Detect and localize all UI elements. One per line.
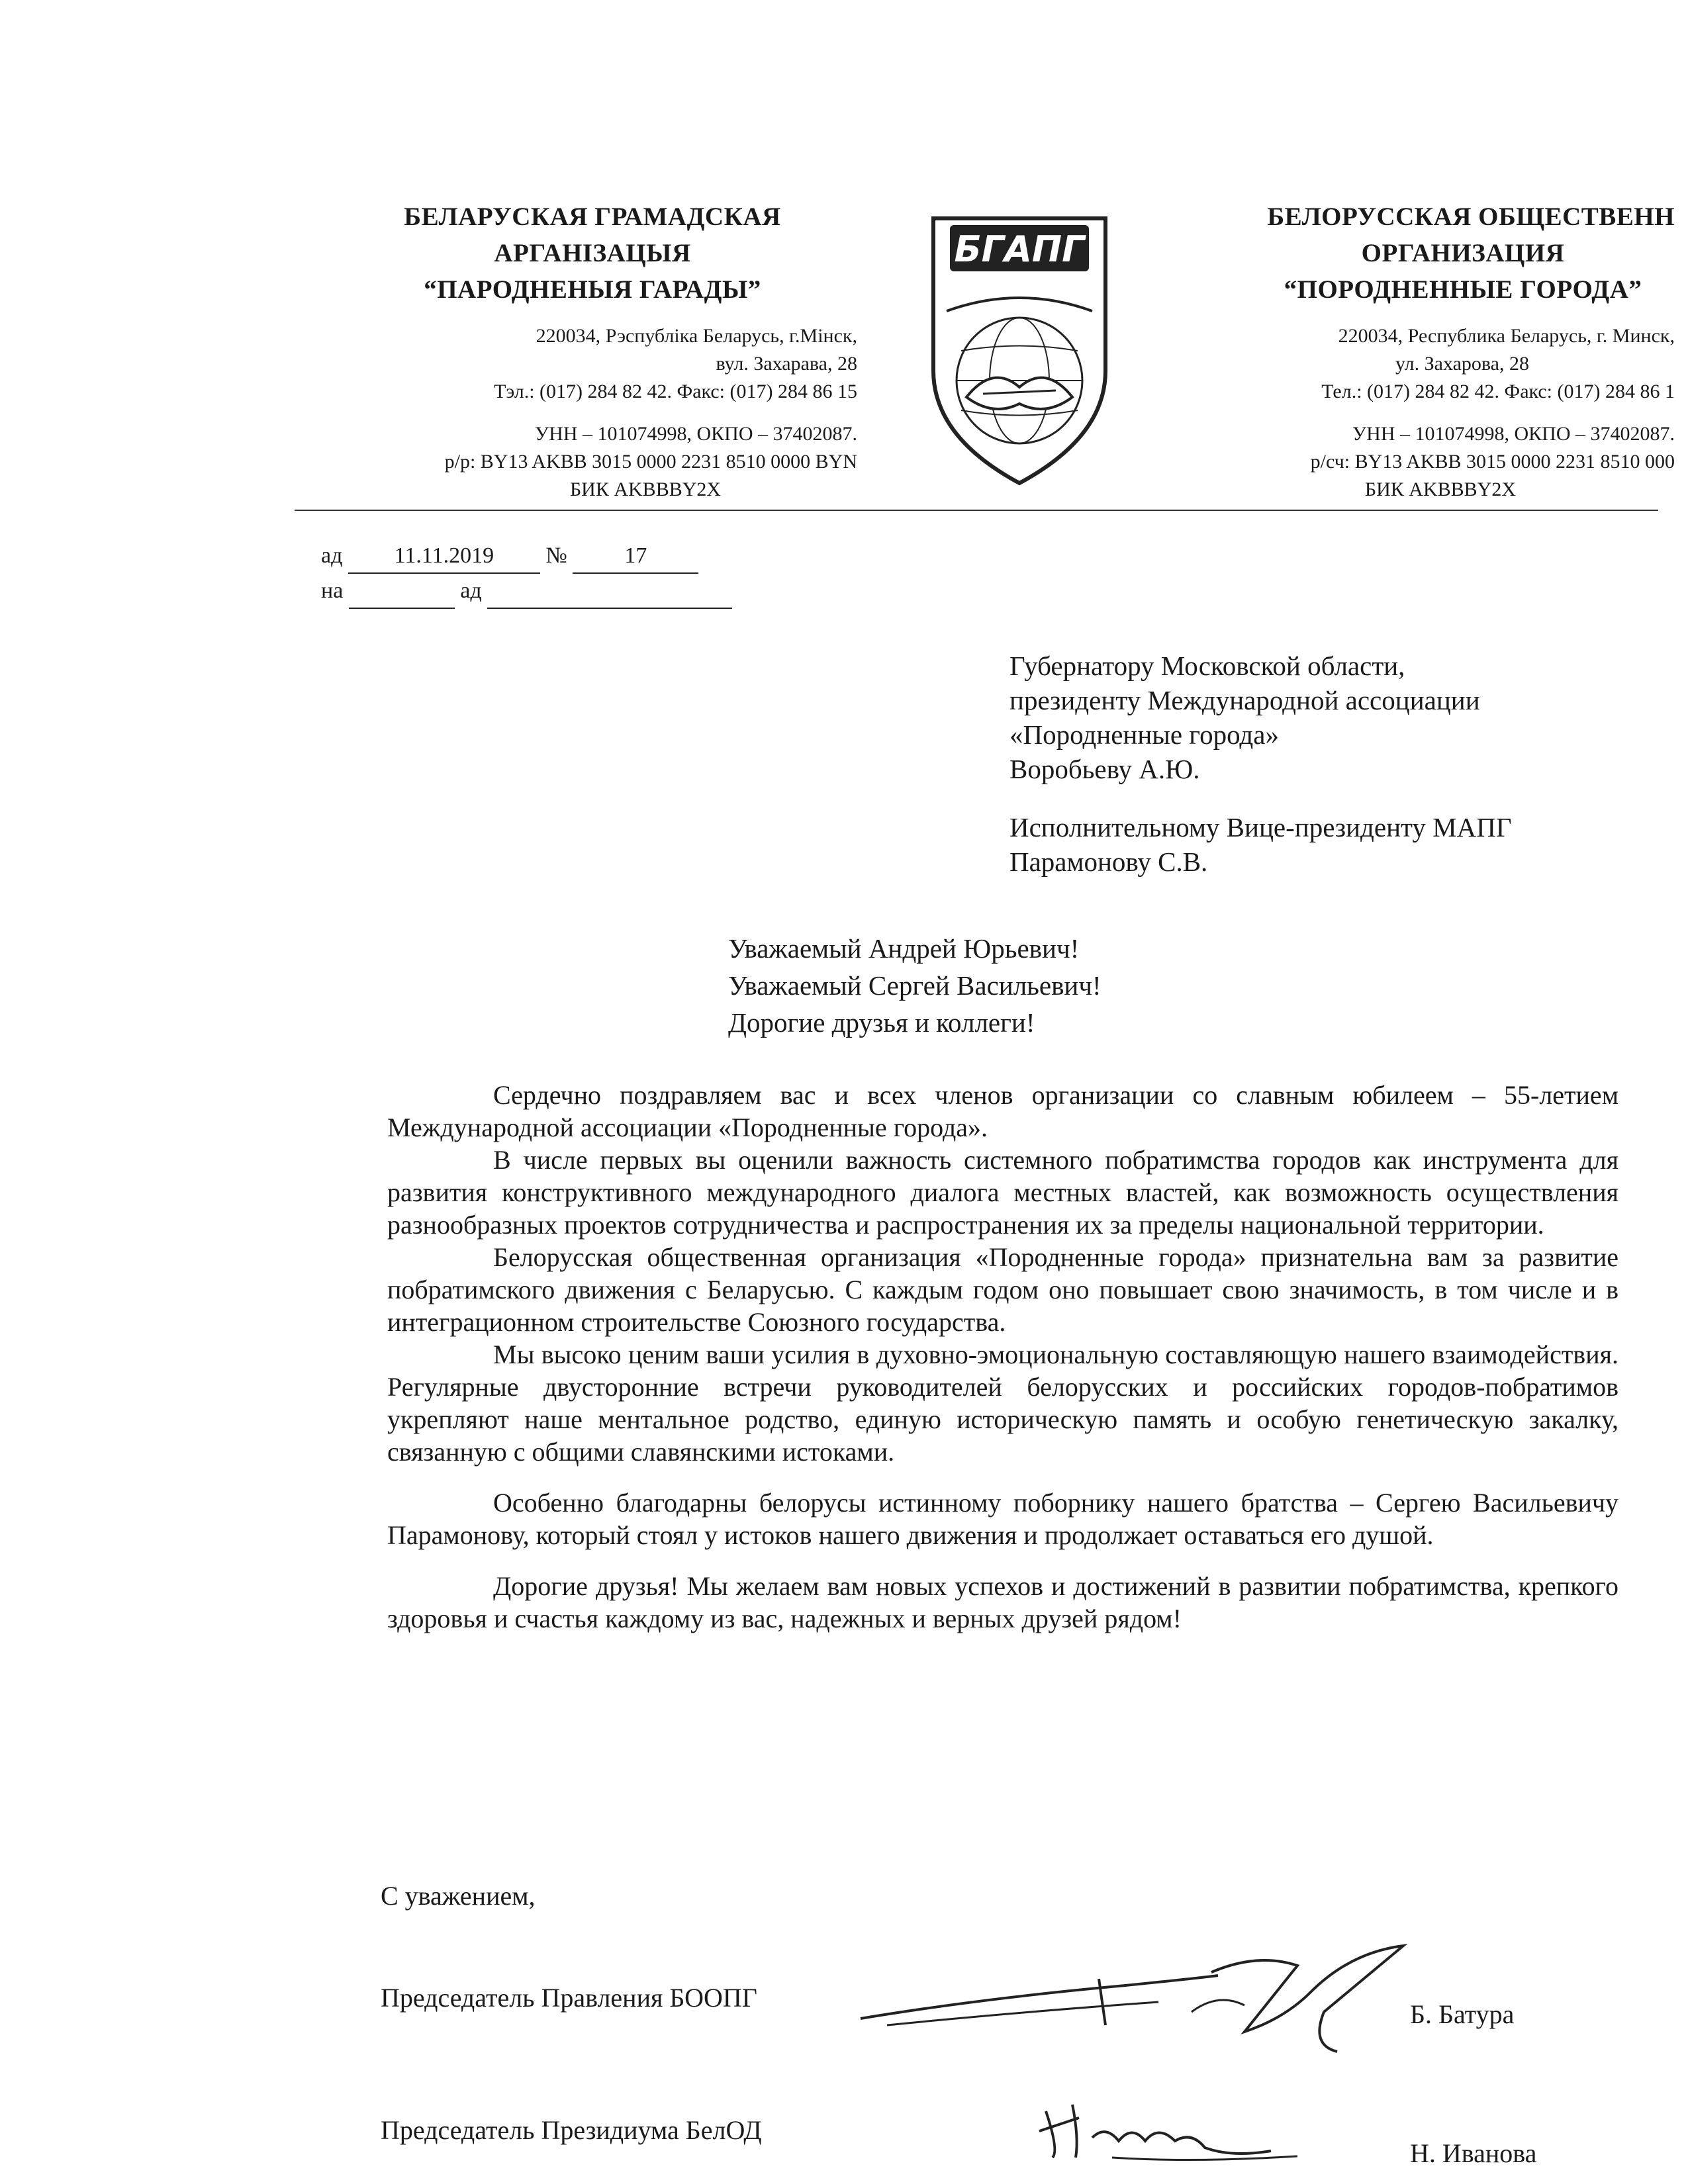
org-address-by: 220034, Рэспубліка Беларусь, г.Мінск, вул. Захарава, 28 Тэл.: (017) 284 82 42. Факс: (017) 284 86 15 УНН – 101074998, ОКПО – 37402087. р/р: BY13 AKBB 3015 0000 2231 8510 0000 BYN БИК AKBBBY2X [444, 325, 857, 500]
signatory-name: Н. Иванова [1410, 2138, 1537, 2168]
letter-date: 11.11.2019 [348, 539, 540, 574]
signatory-title: Председатель Президиума БелОД [381, 2115, 762, 2145]
organization-logo [920, 199, 1119, 490]
body-paragraph: Белорусская общественная организация «Породненные города» признательна вам за развитие побратимского движения с Беларусью. С каждым годом оно повышает свою значимость, в том числе и в интеграционном строительстве Союзного государства. [387, 1242, 1618, 1337]
letter-number: 17 [573, 539, 698, 574]
letterhead-left [301, 199, 917, 504]
addressee-block: Губернатору Московской области, президенту Международной ассоциации «Породненные города» Воробьеву А.Ю. Исполнительному Вице-президенту МАПГ Парамонову С.В. [1009, 651, 1512, 877]
letterhead-right [1172, 199, 1675, 504]
signature-image [847, 1939, 1443, 2065]
body-paragraph: В числе первых вы оценили важность системного побратимства городов как инструмента для развития конструктивного международного диалога местных властей, как возможность осуществления разнообразных проектов сотрудничества и распространения их за пределы национальной территории. [387, 1145, 1618, 1240]
logo-text: БГАПГ [954, 228, 1085, 270]
letterhead-divider [295, 510, 1658, 511]
org-name-by: БЕЛАРУСКАЯ ГРАМАДСКАЯ АРГАНІЗАЦЫЯ “ПАРОДНЕНЫЯ ГАРАДЫ” [404, 203, 781, 304]
salutation: Уважаемый Андрей Юрьевич! Уважаемый Сергей Васильевич! Дорогие друзья и коллеги! [728, 933, 1102, 1038]
body-paragraph: Мы высоко ценим ваши усилия в духовно-эмоциональную составляющую нашего взаимодействия. Регулярные двусторонние встречи руководителей белорусских и российских городов-побратимов укрепляют наше ментальное родство, единую историческую память и особую генетическую закалку, связанную с общими славянскими истоками. [387, 1340, 1618, 1467]
body-paragraph: Сердечно поздравляем вас и всех членов организации со славным юбилеем – 55-летием Международной ассоциации «Породненные города». [387, 1080, 1618, 1142]
outgoing-reference: ад 11.11.2019 № 17 [321, 539, 698, 574]
signatory-title: Председатель Правления БООПГ [381, 1983, 757, 2013]
letter-body [387, 1079, 1618, 1635]
signatory-name: Б. Батура [1410, 1999, 1515, 2029]
closing: С уважением, [381, 1881, 536, 1911]
body-paragraph: Особенно благодарны белорусы истинному поборнику нашего братства – Сергею Васильевичу Парамонову, который стоял у истоков нашего движения и продолжает оставаться его душой. [387, 1488, 1618, 1550]
org-name-ru: БЕЛОРУССКАЯ ОБЩЕСТВЕНН ОРГАНИЗАЦИЯ “ПОРОДНЕННЫЕ ГОРОДА” [1267, 203, 1675, 304]
body-paragraph: Дорогие друзья! Мы желаем вам новых успехов и достижений в развитии побратимства, крепкого здоровья и счастья каждому из вас, надежных и верных друзей рядом! [387, 1571, 1618, 1633]
incoming-reference: на ад [321, 574, 732, 609]
signature-image [1033, 2085, 1311, 2164]
org-address-ru: 220034, Республика Беларусь, г. Минск, ул. Захарова, 28 Тел.: (017) 284 82 42. Факс: (017) 284 86 1 УНН – 101074998, ОКПО – 37402087. р/сч: BY13 AKBB 3015 0000 2231 8510 000 БИК AKBBBY2X [1310, 325, 1675, 500]
